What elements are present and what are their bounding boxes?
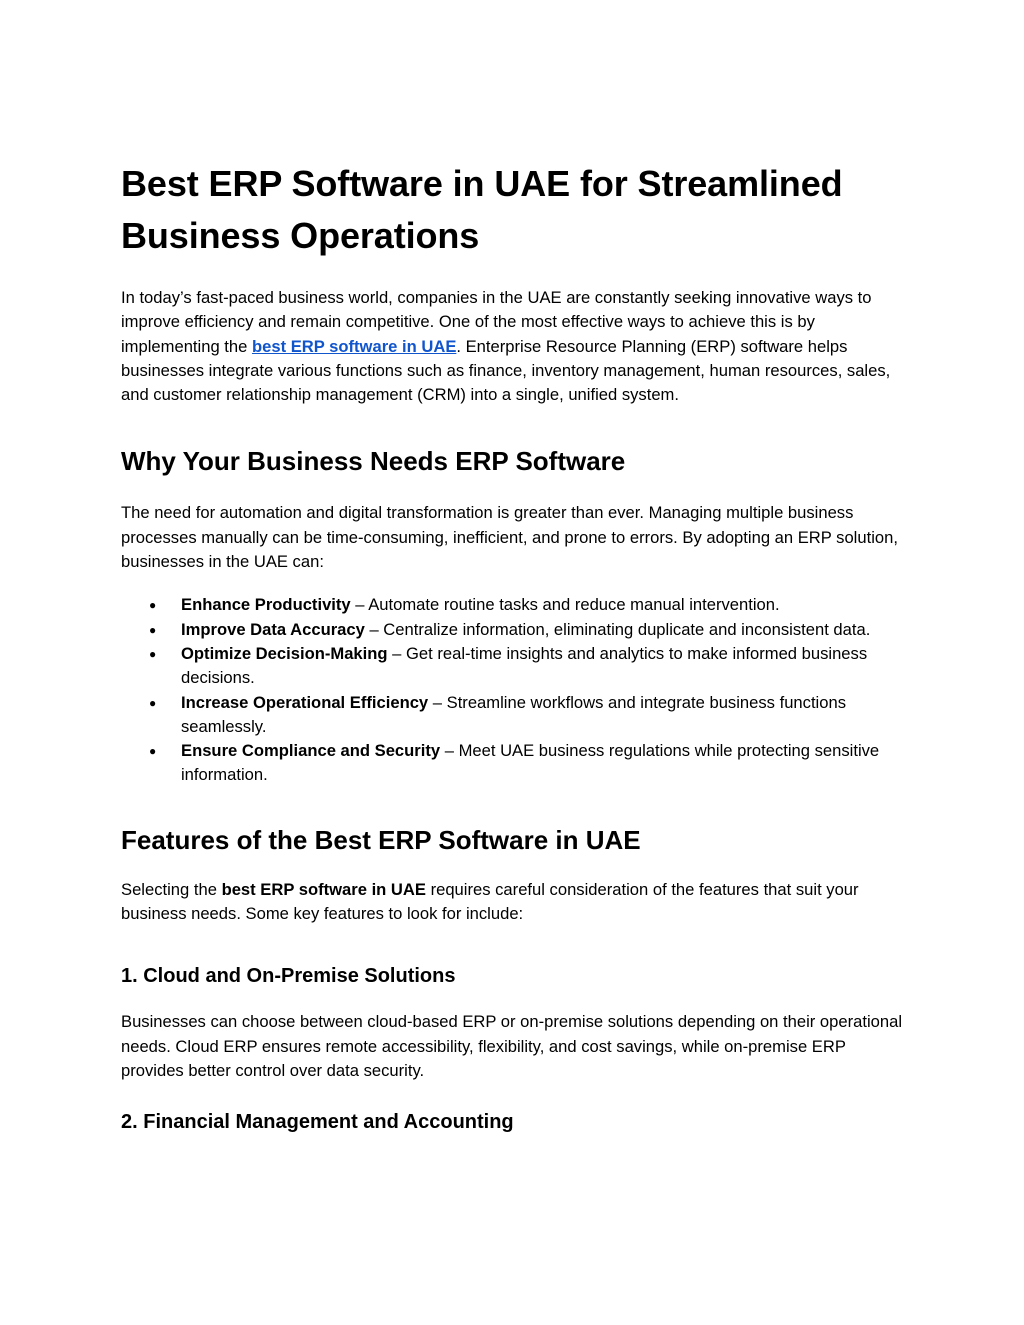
financial-heading: 2. Financial Management and Accounting: [121, 1111, 514, 1134]
list-item-text: – Centralize information, eliminating duplicate and inconsistent data.: [364, 619, 871, 639]
list-item-title: Optimize Decision-Making: [181, 643, 388, 663]
list-item: [121, 691, 911, 740]
list-item-text: – Meet UAE business regulations while protecting sensitive information.: [181, 741, 880, 785]
cloud-heading: 1. Cloud and On-Premise Solutions: [121, 965, 456, 988]
cloud-paragraph: Businesses can choose between cloud-based ERP or on-premise solutions depending on their operational needs. Cloud ERP ensures remote accessibility, flexibility, and cost savings, while on-premise ERP provides better control over data security.: [121, 1012, 903, 1080]
list-item-text: – Automate routine tasks and reduce manual intervention.: [350, 595, 780, 615]
intro-paragraph: [121, 286, 911, 407]
list-item: [121, 593, 911, 617]
document-page: [121, 158, 911, 1135]
bullet-icon: ●: [149, 622, 157, 637]
features-text-start: Selecting the: [121, 879, 222, 899]
bullet-icon: ●: [149, 598, 157, 613]
intro-text-start: In today’s fast-paced business world, companies in the UAE are constantly seeking innovative ways to improve efficiency and remain competitive. One of the most effective ways to achieve this is by implementing the: [121, 288, 872, 356]
benefits-list: [121, 593, 911, 787]
list-item-title: Improve Data Accuracy: [181, 619, 365, 639]
list-item-title: Ensure Compliance and Security: [181, 741, 441, 761]
page-title: Best ERP Software in UAE for Streamlined Business Operations: [121, 163, 843, 256]
list-item: [121, 618, 911, 642]
features-heading: Features of the Best ERP Software in UAE: [121, 824, 641, 855]
intro-text-end: . Enterprise Resource Planning (ERP) software helps businesses integrate various functions such as finance, inventory management, human resources, sales, and customer relationship management (CRM) into a single, unified system.: [121, 336, 891, 405]
why-paragraph: The need for automation and digital transformation is greater than ever. Managing multiple business processes manually can be time-consuming, inefficient, and prone to errors. By adopting an ERP solution, businesses in the UAE can:: [121, 503, 898, 572]
features-bold-phrase: best ERP software in UAE: [221, 879, 426, 899]
features-text-end: requires careful consideration of the features that suit your business needs. Some key features to look for include:: [121, 879, 859, 924]
bullet-icon: ●: [149, 744, 157, 759]
list-item-title: Enhance Productivity: [181, 595, 351, 615]
list-item-text: – Streamline workflows and integrate business functions seamlessly.: [181, 692, 846, 736]
bullet-icon: ●: [149, 695, 157, 710]
list-item: [121, 739, 911, 788]
list-item-text: – Get real-time insights and analytics to make informed business decisions.: [181, 643, 868, 688]
list-item-title: Increase Operational Efficiency: [181, 692, 429, 712]
list-item: [121, 642, 911, 691]
features-paragraph: [121, 878, 911, 927]
erp-software-link[interactable]: best ERP software in UAE: [251, 336, 457, 356]
bullet-icon: ●: [149, 646, 157, 661]
why-heading: Why Your Business Needs ERP Software: [121, 446, 626, 477]
